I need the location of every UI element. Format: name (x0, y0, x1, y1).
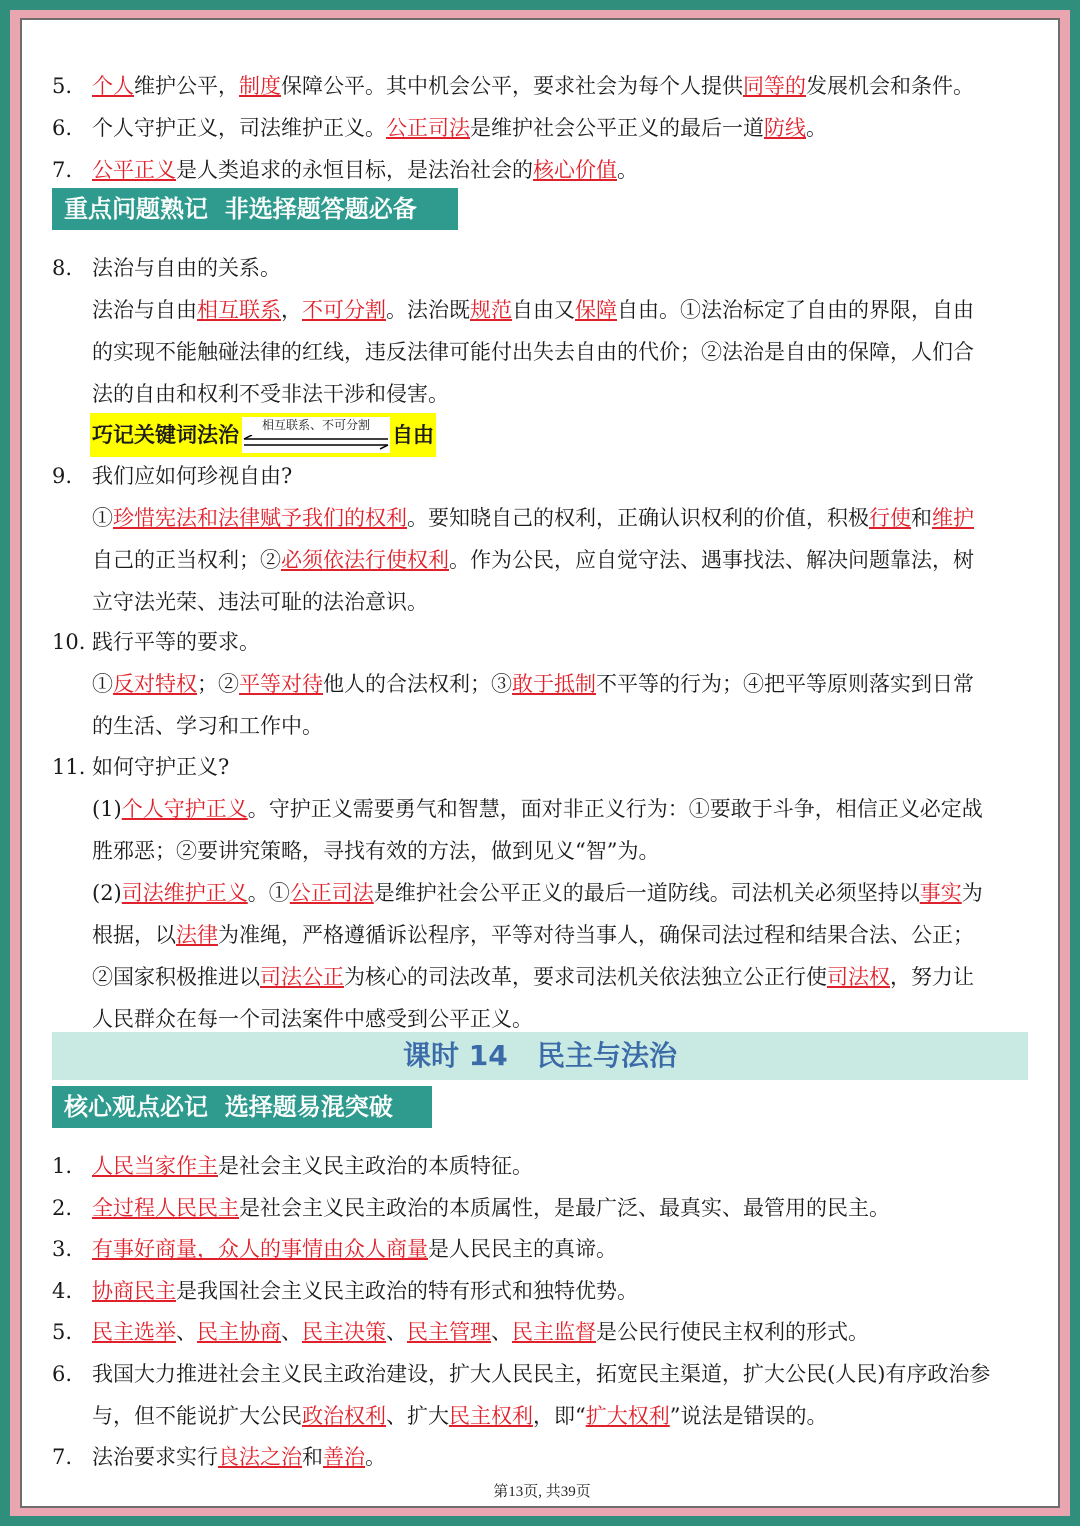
text-segment: 自己的正当权利；② (92, 548, 281, 572)
line-text (92, 873, 983, 914)
text-segment: 是人民民主的真谛。 (428, 1237, 617, 1262)
key-term: 司法维护正义 (121, 881, 248, 905)
item-number: 10. (52, 630, 86, 654)
key-term: 核心价值 (533, 158, 617, 182)
line-text (92, 1437, 386, 1478)
question-title: 如何守护正义? (92, 755, 230, 779)
item-number: 2. (52, 1195, 73, 1220)
line-text (92, 664, 974, 705)
text-segment: 法的自由和权利不受非法干涉和侵害。 (92, 382, 449, 406)
text-segment: 为准绳，严格遵循诉讼程序，平等对待当事人，确保司法过程和结果合法、公正； (218, 923, 974, 947)
section-heading-key-questions: 重点问题熟记 非选择题答题必备 (52, 188, 458, 230)
key-term: 全过程人民民主 (92, 1195, 239, 1220)
key-term: 必须依法行使权利 (281, 548, 449, 572)
question-title: 法治与自由的关系。 (92, 256, 281, 280)
text-segment: 。① (247, 881, 290, 905)
text-segment: 。 (617, 158, 638, 182)
text-segment: 。法治既 (386, 298, 470, 322)
key-term: 民主管理 (407, 1320, 491, 1345)
text-segment: 法治与自由 (92, 298, 197, 322)
key-term: 人民当家作主 (92, 1154, 218, 1178)
key-term: 敢于抵制 (512, 672, 596, 696)
document-page (20, 18, 1060, 1508)
key-term: 政治权利 (302, 1403, 386, 1428)
item-number: 8. (52, 256, 73, 280)
text-segment: 是社会主义民主政治的本质属性，是最广泛、最真实、最管用的民主。 (239, 1195, 890, 1220)
key-term: 协商民主 (92, 1278, 176, 1303)
key-term: 事实 (919, 881, 962, 905)
text-segment: ”说法是错误的。 (669, 1403, 828, 1428)
key-term: 公平正义 (92, 158, 176, 182)
key-term: 善治 (323, 1445, 365, 1470)
key-term: 维护 (932, 506, 974, 530)
item-number: 7. (52, 1445, 73, 1470)
item-number: 9. (52, 464, 73, 488)
key-term: 相互联系 (197, 298, 281, 322)
text-segment: (2) (92, 881, 122, 905)
lesson-title: 课时 14 民主与法治 (52, 1032, 1028, 1080)
text-segment: ，努力让 (890, 965, 974, 989)
text-segment: 人民群众在每一个司法案件中感受到公平正义。 (92, 1007, 533, 1031)
text-segment: 。要知晓自己的权利，正确认识权利的价值，积极 (407, 506, 869, 530)
item-number: 3. (52, 1237, 73, 1262)
text-segment: 、 (176, 1320, 197, 1345)
text-segment: 法治要求实行 (92, 1445, 218, 1470)
key-term: 保障 (575, 298, 617, 322)
key-term: 公正司法 (289, 881, 374, 905)
key-term: 司法权 (827, 965, 890, 989)
question-title: 我们应如何珍视自由? (92, 464, 293, 488)
memo-arrow (242, 417, 390, 453)
key-term: 规范 (470, 298, 512, 322)
line-text (92, 831, 659, 872)
line-text (92, 108, 827, 149)
text-segment: 、 (281, 1320, 302, 1345)
line-text (92, 290, 974, 331)
line-text (92, 1396, 828, 1437)
item-number: 11. (52, 755, 86, 779)
item-number: 6. (52, 1362, 73, 1386)
item-number: 4. (52, 1278, 73, 1303)
text-segment: ；② (197, 672, 239, 696)
text-segment: 根据，以 (92, 923, 176, 947)
key-term: 民主监督 (512, 1320, 596, 1345)
key-term: 司法公正 (260, 965, 344, 989)
item-number: 5. (52, 1320, 73, 1345)
question-title: 践行平等的要求。 (92, 630, 260, 654)
key-term: 平等对待 (239, 672, 323, 696)
text-segment: 、 (386, 1320, 407, 1345)
line-text (92, 332, 974, 373)
key-term: 个人守护正义 (121, 797, 248, 821)
text-segment: 自由。①法治标定了自由的界限，自由 (617, 298, 974, 322)
line-text (92, 1188, 890, 1229)
line-text (92, 1354, 990, 1395)
item-number: 7. (52, 158, 73, 182)
text-segment: 立守法光荣、违法可耻的法治意识。 (92, 590, 428, 614)
memo-target: 自由 (392, 422, 434, 447)
line-text (92, 999, 533, 1040)
key-term: 不可分割 (302, 298, 386, 322)
key-term: 珍惜宪法和法律赋予我们的权利 (113, 506, 407, 530)
page-footer: 第13页, 共39页 (493, 1484, 591, 1500)
text-segment: 是人类追求的永恒目标，是法治社会的 (176, 158, 533, 182)
line-text (92, 498, 974, 539)
text-segment: 我国大力推进社会主义民主政治建设，扩大人民民主，拓宽民主渠道，扩大公民(人民)有序政治参 (92, 1362, 991, 1386)
text-segment: 。作为公民，应自觉守法、遇事找法、解决问题靠法，树 (449, 548, 974, 572)
text-segment: 发展机会和条件。 (806, 74, 974, 98)
text-segment: ① (92, 672, 113, 696)
text-segment: 的生活、学习和工作中。 (92, 714, 323, 738)
key-term: 有事好商量，众人的事情由众人商量 (92, 1237, 428, 1262)
memo-label: 巧记关键词法治 (92, 422, 239, 447)
text-segment: 他人的合法权利；③ (323, 672, 512, 696)
key-term: 同等的 (743, 74, 806, 98)
line-text (92, 150, 638, 191)
key-term: 良法之治 (218, 1445, 302, 1470)
text-segment: ， (281, 298, 302, 322)
section-heading-core-points: 核心观点必记 选择题易混突破 (52, 1086, 432, 1128)
line-text (92, 1312, 869, 1353)
item-number: 6. (52, 116, 73, 140)
key-term: 行使 (869, 506, 911, 530)
text-segment: 不平等的行为；④把平等原则落实到日常 (596, 672, 974, 696)
key-term: 法律 (176, 923, 218, 947)
text-segment: ，即“ (533, 1403, 586, 1428)
text-segment: 。守护正义需要勇气和智慧，面对非正义行为：①要敢于斗争，相信正义必定战 (247, 797, 983, 821)
item-number: 1. (52, 1154, 73, 1178)
text-segment: 、扩大 (386, 1403, 449, 1428)
line-text (92, 915, 974, 956)
text-segment: 为核心的司法改革，要求司法机关依法独立公正行使 (344, 965, 827, 989)
text-segment: 为 (961, 881, 983, 905)
text-segment: 的实现不能触碰法律的红线，违反法律可能付出失去自由的代价；②法治是自由的保障，人们合 (92, 340, 974, 364)
text-segment: 是公民行使民主权利的形式。 (596, 1320, 869, 1345)
text-segment: 、 (491, 1320, 512, 1345)
key-term: 扩大权利 (585, 1403, 670, 1428)
text-segment: 是我国社会主义民主政治的特有形式和独特优势。 (176, 1278, 638, 1303)
text-segment: 维护公平， (134, 74, 239, 98)
line-text (92, 957, 974, 998)
key-term: 民主决策 (302, 1320, 386, 1345)
line-text (92, 374, 449, 415)
memo-arrow-label: 相互联系、不可分割 (261, 418, 370, 432)
text-segment: 个人守护正义，司法维护正义。 (92, 116, 386, 140)
key-term: 制度 (239, 74, 281, 98)
text-segment: 是社会主义民主政治的本质特征。 (218, 1154, 533, 1178)
line-text (92, 706, 323, 747)
text-segment: 与，但不能说扩大公民 (92, 1403, 302, 1428)
text-segment: 保障公平。其中机会公平，要求社会为每个人提供 (281, 74, 743, 98)
key-term: 个人 (92, 74, 134, 98)
text-segment: ②国家积极推进以 (92, 965, 260, 989)
line-text (92, 789, 983, 830)
line-text (92, 540, 974, 581)
line-text (92, 1271, 638, 1312)
text-segment: 是维护社会公平正义的最后一道 (470, 116, 764, 140)
text-segment: 自由又 (512, 298, 575, 322)
text-segment: 。 (365, 1445, 386, 1470)
text-segment: ① (92, 506, 113, 530)
double-arrow-icon (242, 435, 390, 451)
key-term: 民主选举 (92, 1320, 176, 1345)
text-segment: 是维护社会公平正义的最后一道防线。司法机关必须坚持以 (373, 881, 920, 905)
item-number: 5. (52, 74, 73, 98)
key-term: 防线 (764, 116, 806, 140)
key-term: 民主权利 (449, 1403, 533, 1428)
line-text (92, 1146, 533, 1187)
line-text (92, 66, 974, 107)
key-term: 反对特权 (113, 672, 197, 696)
text-segment: 和 (302, 1445, 323, 1470)
line-text (92, 582, 428, 623)
key-term: 公正司法 (386, 116, 470, 140)
text-segment: 胜邪恶；②要讲究策略，寻找有效的方法，做到见义“智”为。 (92, 839, 660, 863)
memo-box (90, 413, 436, 457)
text-segment: 。 (806, 116, 827, 140)
text-segment: 和 (911, 506, 932, 530)
line-text (92, 1229, 617, 1270)
text-segment: (1) (92, 797, 122, 821)
key-term: 民主协商 (197, 1320, 281, 1345)
